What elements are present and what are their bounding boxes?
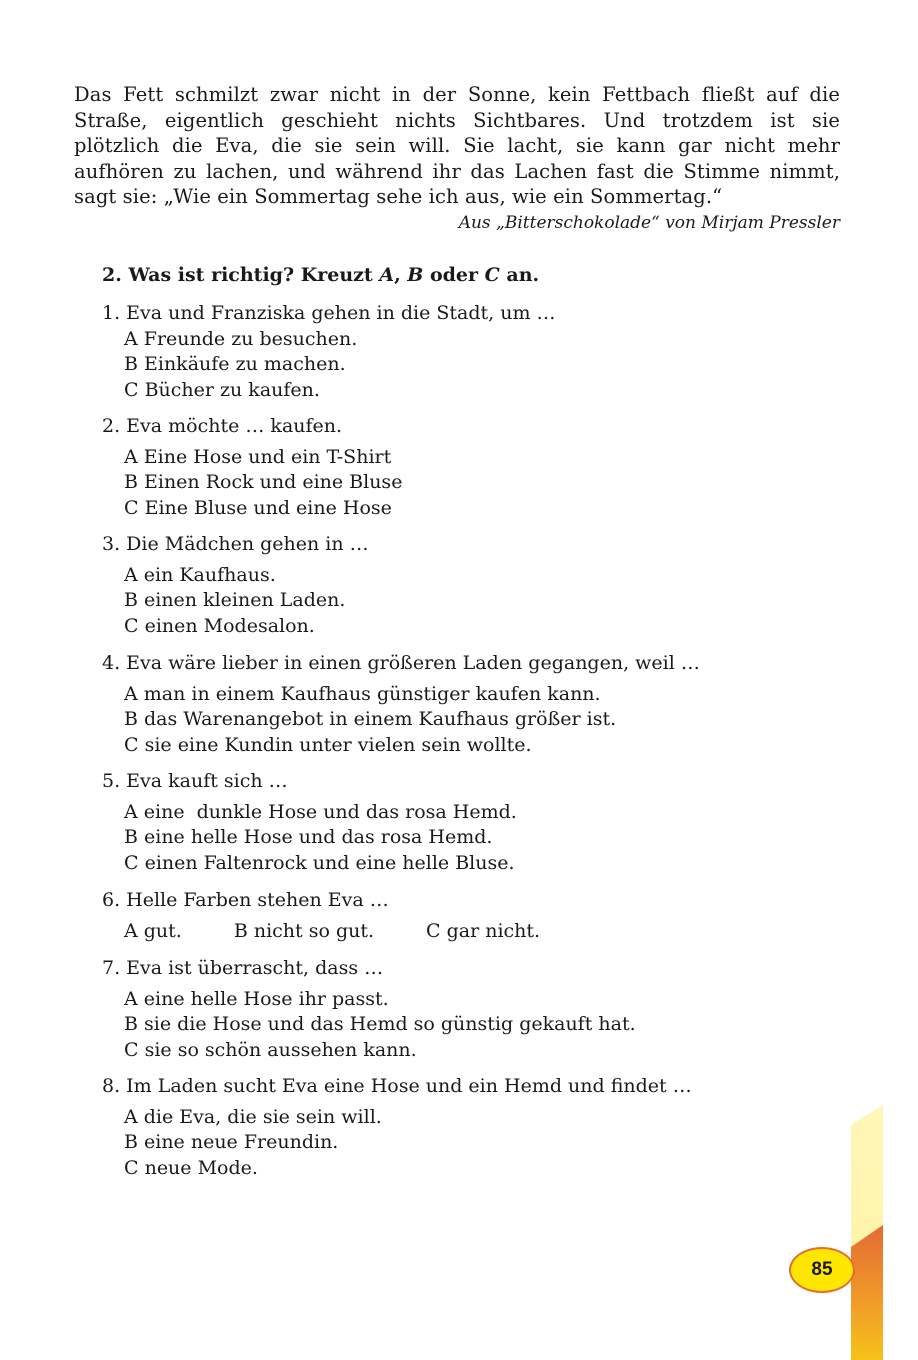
- question-6: [102, 888, 592, 944]
- answer-options: [102, 682, 700, 759]
- task-suffix: an.: [499, 264, 540, 286]
- question-5: [102, 769, 517, 876]
- answer-option-a: A eine dunkle Hose und das rosa Hemd.: [124, 800, 517, 823]
- page-number-badge: 85: [789, 1247, 855, 1293]
- answer-options: [102, 919, 592, 945]
- answer-options: [102, 327, 556, 404]
- answer-option-b: B Einen Rock und eine Bluse: [124, 471, 403, 493]
- question-stem: 2. Eva möchte … kaufen.: [102, 415, 343, 437]
- answer-option-a: A Eine Hose und ein T-Shirt: [124, 445, 392, 468]
- answer-option-b: B eine helle Hose und das rosa Hemd.: [124, 826, 493, 848]
- answer-option-b: B Einkäufe zu machen.: [124, 353, 346, 375]
- answer-option-c: C einen Modesalon.: [124, 614, 315, 637]
- answer-option-c: C sie so schön aussehen kann.: [124, 1038, 417, 1061]
- answer-option-a: A Freunde zu besuchen.: [124, 327, 358, 350]
- answer-options: [102, 800, 517, 877]
- answer-option-b: B eine neue Freundin.: [124, 1131, 339, 1153]
- task-heading: [102, 262, 539, 288]
- question-7: [102, 956, 636, 1063]
- answer-option-b: B das Warenangebot in einem Kaufhaus größer ist.: [124, 708, 617, 730]
- answer-options: [102, 563, 369, 640]
- answer-option-c: C sie eine Kundin unter vielen sein wollte.: [124, 733, 532, 756]
- task-sep-1: ,: [394, 264, 408, 286]
- answer-option-c: C Bücher zu kaufen.: [124, 378, 320, 401]
- question-stem: 5. Eva kauft sich …: [102, 770, 288, 792]
- task-option-b: B: [407, 264, 424, 286]
- task-prefix: 2. Was ist richtig? Kreuzt: [102, 264, 380, 286]
- question-4: [102, 651, 700, 758]
- answer-options: [102, 1105, 692, 1182]
- answer-option-a: A ein Kaufhaus.: [124, 563, 276, 586]
- answer-option-b: B sie die Hose und das Hemd so günstig gekauft hat.: [124, 1013, 636, 1035]
- question-stem: 4. Eva wäre lieber in einen größeren Laden gegangen, weil …: [102, 652, 700, 674]
- answer-option-b: B nicht so gut.: [233, 919, 375, 942]
- answer-option-a: A eine helle Hose ihr passt.: [124, 987, 389, 1010]
- answer-option-b: B einen kleinen Laden.: [124, 589, 346, 611]
- answer-option-c: C neue Mode.: [124, 1156, 258, 1179]
- task-sep-2: oder: [423, 264, 485, 286]
- answer-option-a: A gut.: [124, 919, 182, 942]
- answer-options: [102, 445, 402, 522]
- intro-paragraph: Das Fett schmilzt zwar nicht in der Sonne, kein Fettbach fließt auf die Straße, eigentlich geschieht nichts Sichtbares. Und trotzdem ist sie plötzlich die Eva, die sie sein will. Sie lacht, sie kann gar nicht mehr aufhören zu lachen, und während ihr das Lachen fast die Stimme nimmt, sagt sie: „Wie ein Sommertag sehe ich aus, wie ein Sommertag.“: [74, 83, 840, 208]
- question-3: [102, 532, 369, 639]
- answer-option-a: A die Eva, die sie sein will.: [124, 1105, 382, 1128]
- answer-option-c: C Eine Bluse und eine Hose: [124, 496, 392, 519]
- question-stem: 7. Eva ist überrascht, dass …: [102, 957, 384, 979]
- task-option-c: C: [484, 264, 500, 286]
- question-stem: 3. Die Mädchen gehen in …: [102, 533, 369, 555]
- decorative-band-dark: [851, 1225, 883, 1360]
- question-stem: 1. Eva und Franziska gehen in die Stadt, um …: [102, 302, 556, 324]
- answer-option-a: A man in einem Kaufhaus günstiger kaufen kann.: [124, 682, 601, 705]
- question-2: [102, 414, 402, 521]
- question-stem: 6. Helle Farben stehen Eva …: [102, 889, 389, 911]
- question-1: [102, 301, 556, 403]
- answer-options: [102, 987, 636, 1064]
- answer-option-c: C gar nicht.: [426, 919, 541, 942]
- question-stem: 8. Im Laden sucht Eva eine Hose und ein Hemd und findet …: [102, 1075, 692, 1097]
- source-citation: Aus „Bitterschokolade“ von Mirjam Pressler: [458, 213, 840, 233]
- answer-option-c: C einen Faltenrock und eine helle Bluse.: [124, 851, 515, 874]
- question-8: [102, 1074, 692, 1181]
- task-option-a: A: [379, 264, 395, 286]
